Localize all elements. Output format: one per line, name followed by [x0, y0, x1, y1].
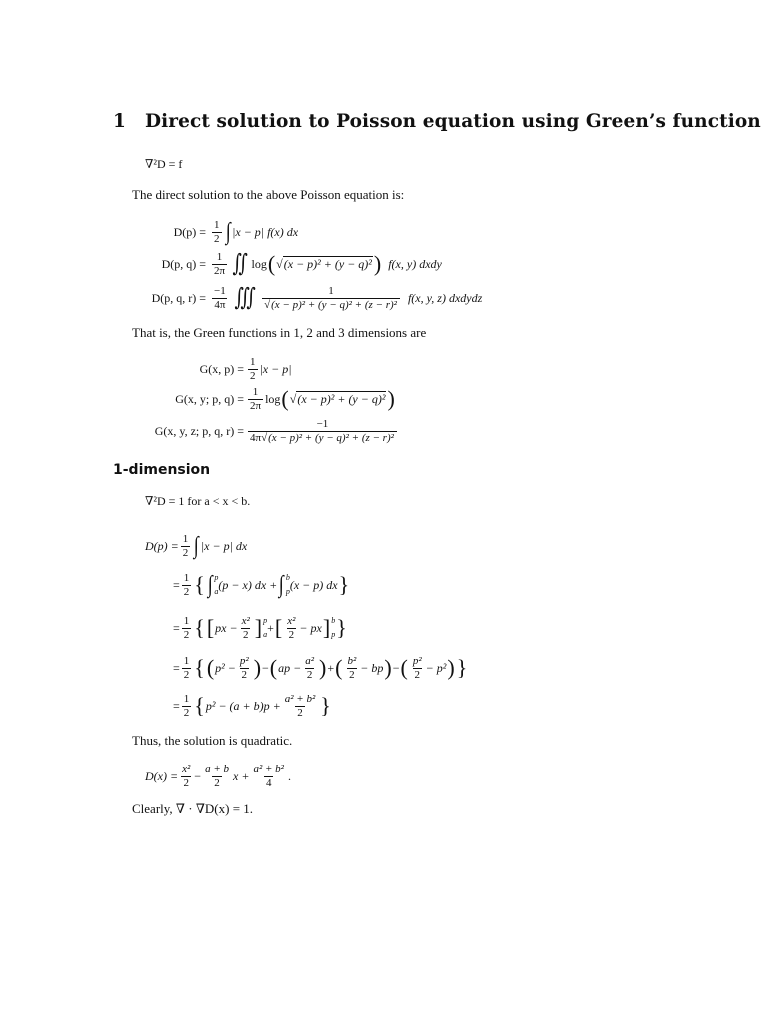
triple-integral-sign: ∭ — [234, 285, 256, 311]
fraction-2pi: $\frac{1}{2\pi}$ — [214, 250, 226, 277]
solution-1d-lhs: D(p) = — [173, 224, 206, 239]
half-fraction: $\frac{1}{2}$ — [214, 218, 220, 245]
right-paren: ) — [373, 251, 382, 276]
sqrt-sign: √ — [276, 256, 283, 271]
section-title: Direct solution to Poisson equation using Green’s function — [145, 111, 761, 132]
log-label: log — [251, 256, 267, 271]
sqrt-argument: (x − p)² + (y − q)² — [283, 257, 372, 271]
double-integral-sign: ∬ — [232, 251, 248, 277]
green-text: That is, the Green functions in 1, 2 and 3 dimensions are — [132, 325, 427, 340]
closing-text: Clearly, ∇ · ∇D(x) = 1. — [132, 801, 254, 816]
green-3d-lhs: G(x, y, z; p, q, r) = — [154, 423, 244, 438]
solution-2d-tail: f(x, y) dxdy — [388, 256, 442, 271]
fraction-4pi: $\frac{-1}{4\pi}$ — [214, 284, 226, 311]
solution-2d-lhs: D(p, q) = — [161, 256, 206, 271]
derivation-line-4: = $\frac{1}{2}$ { ( p² − $\frac{\text{p²}}{2}$ ) − ( ap − $\frac{\text{a²}}{2}$ ) + ( $\frac{\text{b²}}{2}$ − bp ) − ( $\frac{\text{p²}}{2}$ − p² ) } — [173, 654, 468, 681]
integral-sign: ∫ — [225, 219, 231, 245]
intro-text: The direct solution to the above Poisson equation is: — [132, 187, 405, 202]
final-equation: D(x) = $\frac{\text{x²}}{2}$ − $\frac{a + b}{2}$ x + $\frac{\text{a² + b²}}{4}$ . — [145, 762, 291, 789]
kernel-fraction: $\frac{1}{\text{√(x − p)² + (y − q)² + (z − r)²}}$ — [262, 285, 400, 312]
poisson-equation: ∇²D = f — [145, 157, 183, 171]
solution-3d-lhs: D(p, q, r) = — [151, 290, 206, 305]
condition: ∇²D = 1 for a < x < b. — [145, 494, 251, 508]
left-paren: ( — [267, 251, 276, 276]
solution-3d-tail: f(x, y, z) dxdydz — [407, 290, 483, 305]
green-2d-lhs: G(x, y; p, q) = — [175, 391, 244, 406]
section-number: 1 — [113, 111, 126, 132]
derivation-line-5: = $\frac{1}{2}$ { p² − (a + b)p + $\frac{\text{a² + b²}}{2}$ } — [173, 692, 331, 719]
green-1d-lhs: G(x, p) = — [199, 361, 244, 376]
derivation-line-3: = $\frac{1}{2}$ { [ px − $\frac{\text{x²}}{2}$ ] p a + [ $\frac{\text{x²}}{2}$ − px ] b p } — [173, 614, 347, 641]
quadratic-text: Thus, the solution is quadratic. — [132, 733, 293, 748]
subsection-heading: 1-dimension — [113, 462, 211, 478]
green-1d-rhs: |x − p| — [259, 361, 292, 376]
solution-1d-integrand: |x − p| f(x) dx — [232, 224, 299, 239]
derivation-line-1: D(p) = $\frac{1}{2}$ ∫ |x − p| dx — [145, 532, 248, 559]
section-heading — [113, 111, 761, 132]
derivation-line-2: = $\frac{1}{2}$ { ∫ p a (p − x) dx + ∫ b p (x − p) dx } — [173, 571, 350, 598]
